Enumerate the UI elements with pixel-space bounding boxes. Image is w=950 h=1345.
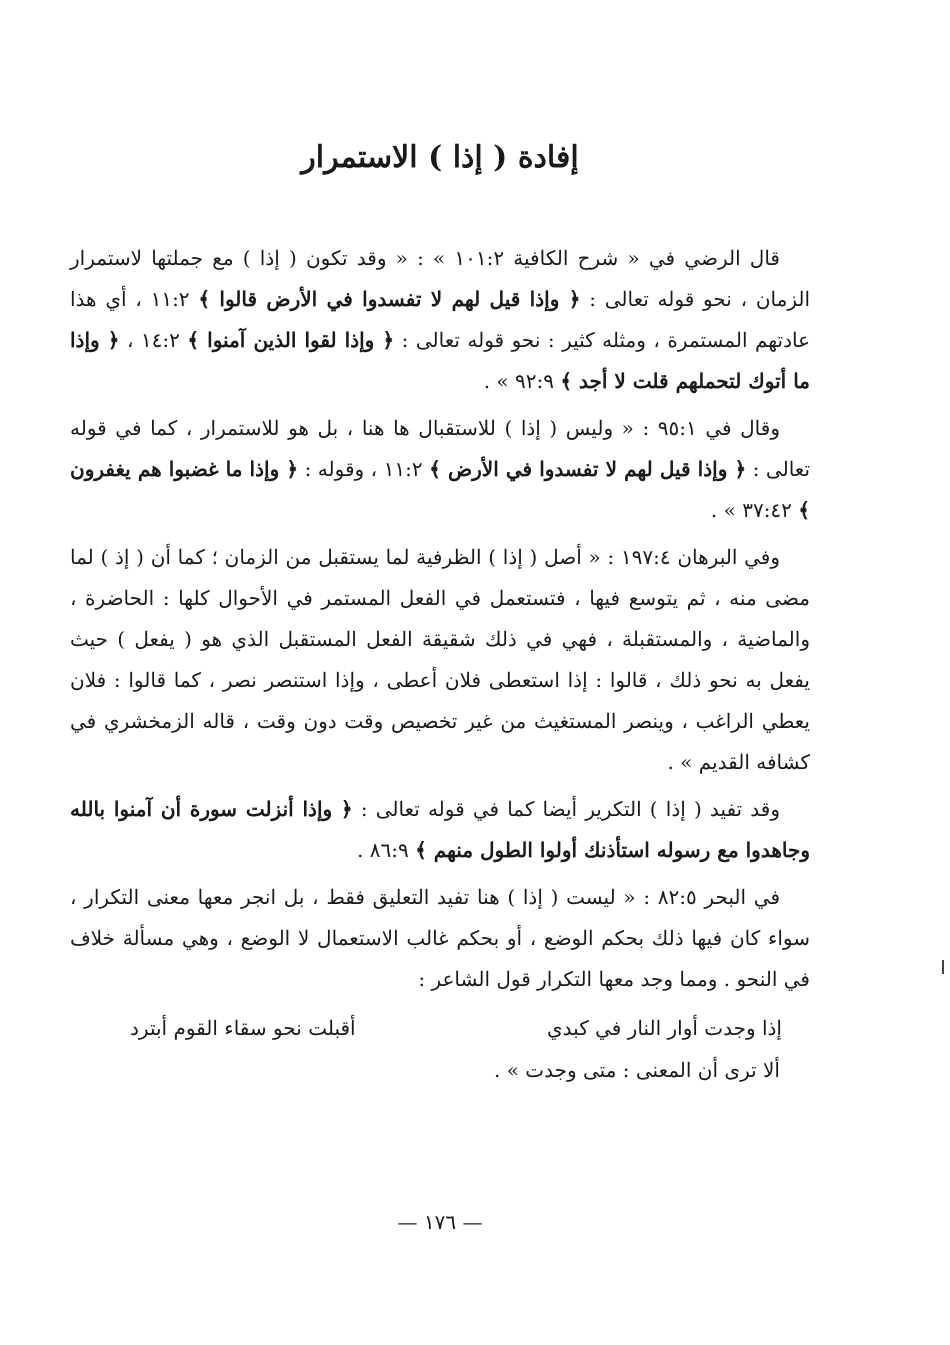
poetry-verse (70, 1006, 810, 1050)
text-segment: ١١:٢ ، وقوله : (298, 457, 430, 481)
text-segment: قال الرضي في « شرح الكافية ١٠١:٢ » : « وقد تكون ( إذا ) مع جملتها لاستمرار الزمان ، نحو قوله تعالى : (70, 246, 811, 311)
quran-quote: ﴿ وإذا ما غضبوا هم يغفرون ﴾ (70, 457, 810, 522)
text-segment: ٩٢:٩ » . (483, 369, 561, 393)
scan-edge-mark (942, 960, 944, 974)
quran-quote: ﴿ وإذا لقوا الذين آمنوا ﴾ (187, 328, 395, 352)
book-page (70, 0, 810, 1345)
paragraph-1 (70, 238, 810, 402)
paragraph-3: وفي البرهان ١٩٧:٤ : « أصل ( إذا ) الظرفية لما يستقبل من الزمان ؛ كما أن ( إذ ) لما مضى منه ، ثم يتوسع فيها ، فتستعمل في الفعل المستمر في الأحوال كلها : الحاضرة ، والماضية ، والمستقبلة ، فهي في ذلك شقيقة الفعل المستقبل الذي هو ( يفعل ) حيث يفعل به نحو ذلك ، قالوا : إذا استعطى فلان أعطى ، وإذا استنصر نصر ، كما قالوا : فلان يعطي الراغب ، وينصر المستغيث من غير تخصيص وقت دون وقت ، قاله الزمخشري في كشافه القديم » . (70, 545, 810, 774)
closing-line: ألا ترى أن المعنى : متى وجدت » . (494, 1058, 780, 1082)
page-body (70, 238, 810, 1090)
verse-second-hemistich: أقبلت نحو سقاء القوم أبترد (130, 1016, 356, 1040)
quran-quote: ﴿ وإذا قيل لهم لا تفسدوا في الأرض ﴾ (429, 457, 747, 481)
text-segment: ٣٧:٤٢ » . (710, 498, 799, 522)
quran-quote: ﴿ وإذا أنزلت سورة أن آمنوا بالله وجاهدوا مع رسوله استأذنك أولوا الطول منهم ﴾ (70, 797, 810, 862)
text-segment: وقال في ٩٥:١ : « وليس ( إذا ) للاستقبال ها هنا ، بل هو للاستمرار ، كما في قوله تعالى : (70, 416, 811, 481)
paragraph-4 (70, 789, 810, 871)
text-segment: ١١:٢ ، أي هذا عادتهم المستمرة ، ومثله كثير : نحو قوله تعالى : (70, 287, 811, 352)
text-segment: ٨٦:٩ . (357, 838, 416, 862)
page-title: إفادة ( إذا ) الاستمرار (301, 140, 579, 175)
page-number: — ١٧٦ — (397, 1210, 483, 1234)
text-segment: ١٤:٢ ، (119, 328, 188, 352)
paragraph-5: في البحر ٨٢:٥ : « ليست ( إذا ) هنا تفيد التعليق فقط ، بل انجر معها معنى التكرار ، سواء كان فيها ذلك بحكم الوضع ، أو بحكم غالب الاستعمال لا الوضع ، وهي مسألة خلاف في النحو . ومما وجد معها التكرار قول الشاعر : (70, 885, 810, 991)
quran-quote: ﴿ وإذا قيل لهم لا تفسدوا في الأرض قالوا ﴾ (198, 287, 581, 311)
verse-first-hemistich: إذا وجدت أوار النار في كبدي (547, 1016, 782, 1040)
quran-quote: ﴿ وإذا ما أتوك لتحملهم قلت لا أجد ﴾ (70, 328, 810, 393)
text-segment: وقد تفيد ( إذا ) التكرير أيضا كما في قوله تعالى : (352, 797, 781, 821)
paragraph-2 (70, 408, 810, 531)
